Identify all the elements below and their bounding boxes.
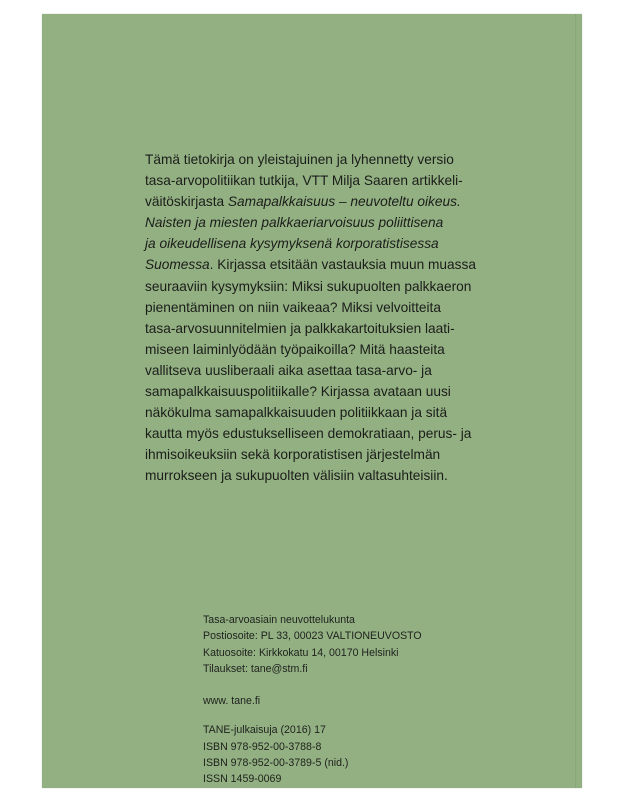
isbn-line-2: ISBN 978-952-00-3789-5 (nid.) [203, 757, 349, 770]
street-address: Katuosoite: Kirkkokatu 14, 00170 Helsinki [203, 646, 399, 659]
description-line [145, 212, 525, 233]
text-segment: vallitseva uusliberaali aika asettaa tasa-arvo- ja [145, 362, 432, 378]
description-line [145, 381, 525, 402]
description-line [145, 297, 525, 318]
text-segment: samapalkkaisuuspolitiikalle? Kirjassa avataan uusi [145, 384, 451, 400]
description-line [145, 233, 525, 254]
book-back-cover [42, 14, 582, 788]
text-segment: . Kirjassa etsitään vastauksia muun muassa [209, 257, 476, 273]
issn-line: ISSN 1459-0069 [203, 773, 282, 786]
italic-title-segment: Suomessa [145, 257, 210, 273]
website-link[interactable]: www. tane.fi [203, 695, 261, 708]
text-segment: miseen laiminlyödään työpaikoilla? Mitä haasteita [145, 341, 445, 357]
text-segment: pienentäminen on niin vaikeaa? Miksi velvoitteita [145, 299, 441, 315]
description-line [145, 276, 525, 297]
text-segment: näkökulma samapalkkaisuuden politiikkaan ja sitä [145, 405, 448, 421]
italic-title-segment: Samapalkkaisuus – neuvoteltu oikeus. [227, 194, 461, 210]
description-line [145, 170, 525, 191]
text-segment: murrokseen ja sukupuolten välisiin valtasuhteisiin. [145, 468, 448, 484]
text-segment: Tämä tietokirja on yleistajuinen ja lyhennetty versio [145, 152, 454, 167]
series-name: TANE-julkaisuja (2016) 17 [203, 724, 326, 737]
description-line [145, 318, 525, 339]
description-line [145, 149, 525, 170]
text-segment: tasa-arvopolitiikan tutkija, VTT Milja Saaren artikkeli- [145, 173, 463, 189]
description-line [145, 444, 525, 465]
isbn-line-1: ISBN 978-952-00-3788-8 [203, 740, 322, 753]
publisher-name: Tasa-arvoasiain neuvottelukunta [203, 614, 355, 626]
text-segment: tasa-arvosuunnitelmien ja palkkakartoituksien laati- [145, 320, 455, 336]
text-segment: väitöskirjasta [145, 194, 228, 210]
description-line [145, 402, 525, 423]
italic-title-segment: Naisten ja miesten palkkaeriarvoisuus poliittisena [145, 215, 444, 231]
description-line [145, 360, 525, 381]
text-segment: ihmisoikeuksiin sekä korporatistisen järjestelmän [145, 447, 441, 463]
text-segment: seuraaviin kysymyksiin: Miksi sukupuolten palkkaeron [145, 278, 472, 294]
description-line [145, 191, 525, 212]
italic-title-segment: ja oikeudellisena kysymyksenä korporatistisessa [145, 236, 439, 252]
description-text [145, 149, 525, 487]
orders-email: Tilaukset: tane@stm.fi [203, 662, 308, 675]
publisher-info [203, 612, 422, 788]
description-line [145, 339, 525, 360]
postal-address: Postiosoite: PL 33, 00023 VALTIONEUVOSTO [203, 630, 422, 643]
description-line [145, 254, 525, 275]
description-line [145, 465, 525, 486]
text-segment: kautta myös edustukselliseen demokratiaan, perus- ja [145, 426, 472, 442]
description-line [145, 423, 525, 444]
